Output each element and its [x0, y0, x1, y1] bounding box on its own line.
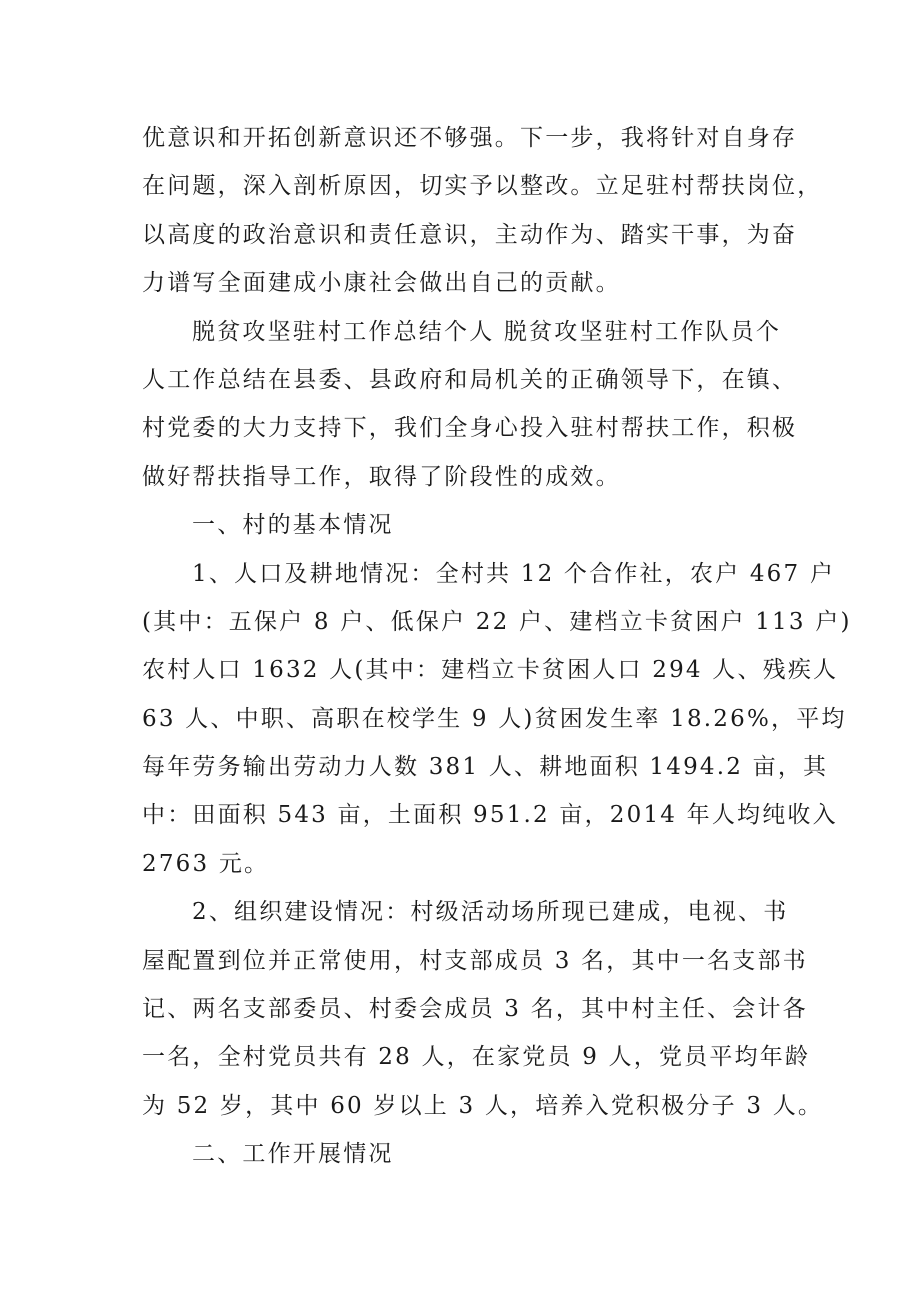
text-line: 记、两名支部委员、村委会成员 3 名，其中村主任、会计各 — [142, 996, 808, 1023]
document-body — [142, 114, 852, 1179]
text-line: 屋配置到位并正常使用，村支部成员 3 名，其中一名支部书 — [142, 947, 808, 974]
text-line: 2763 元。 — [142, 850, 270, 877]
text-line: 脱贫攻坚驻村工作总结个人 脱贫攻坚驻村工作队员个 — [192, 318, 782, 345]
text-line: 每年劳务输出劳动力人数 381 人、耕地面积 1494.2 亩，其 — [142, 754, 829, 781]
text-line: 2、组织建设情况：村级活动场所现已建成，电视、书 — [192, 899, 789, 926]
text-line: 村党委的大力支持下，我们全身心投入驻村帮扶工作，积极 — [142, 415, 798, 442]
section-heading: 一、村的基本情况 — [192, 512, 394, 539]
text-line: 力谱写全面建成小康社会做出自己的贡献。 — [142, 270, 621, 297]
text-line: 63 人、中职、高职在校学生 9 人)贫困发生率 18.26%，平均 — [142, 705, 847, 732]
section-heading: 二、工作开展情况 — [192, 1141, 394, 1168]
text-line: (其中：五保户 8 户、低保户 22 户、建档立卡贫困户 113 户) — [142, 608, 852, 635]
text-line: 在问题，深入剖析原因，切实予以整改。立足驻村帮扶岗位， — [142, 173, 823, 200]
text-line: 以高度的政治意识和责任意识，主动作为、踏实干事，为奋 — [142, 221, 798, 248]
text-line: 做好帮扶指导工作，取得了阶段性的成效。 — [142, 463, 621, 490]
text-line: 一名，全村党员共有 28 人，在家党员 9 人，党员平均年龄 — [142, 1044, 811, 1071]
text-line: 1、人口及耕地情况：全村共 12 个合作社，农户 467 户 — [192, 560, 836, 587]
text-line: 中：田面积 543 亩，土面积 951.2 亩，2014 年人均纯收入 — [142, 802, 838, 829]
text-line: 农村人口 1632 人(其中：建档立卡贫困人口 294 人、残疾人 — [142, 657, 839, 684]
text-line: 人工作总结在县委、县政府和局机关的正确领导下，在镇、 — [142, 366, 798, 393]
text-line: 优意识和开拓创新意识还不够强。下一步，我将针对自身存 — [142, 125, 798, 151]
text-line: 为 52 岁，其中 60 岁以上 3 人，培养入党积极分子 3 人。 — [142, 1092, 824, 1119]
